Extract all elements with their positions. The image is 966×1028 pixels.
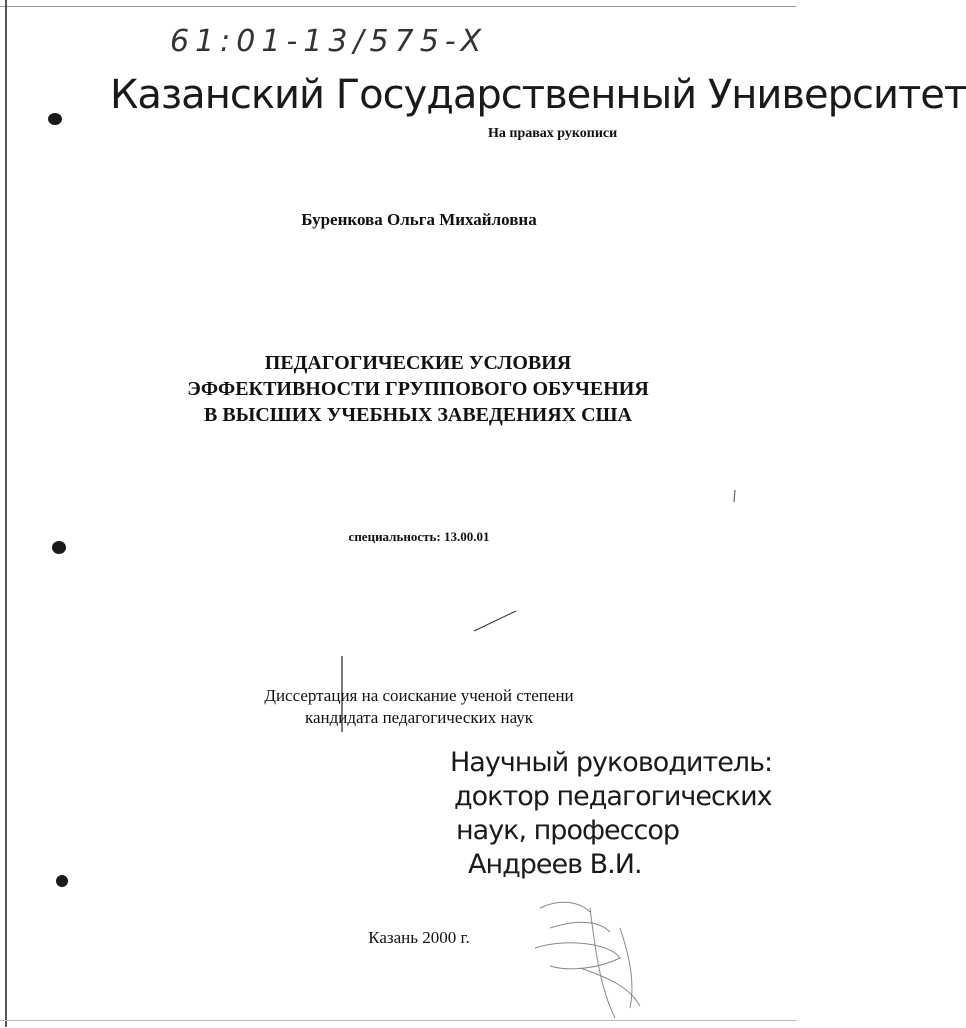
advisor-handwritten <box>450 746 772 882</box>
punch-hole-mark-1 <box>48 113 62 125</box>
advisor-line-4: Андреев В.И. <box>468 849 642 880</box>
manuscript-note: На правах рукописи <box>488 126 618 141</box>
archive-code: 61:01-13/575-X <box>170 24 488 59</box>
dissertation-title <box>0 350 836 428</box>
scan-edge-top <box>0 6 796 7</box>
advisor-line-3: наук, профессор <box>456 815 680 846</box>
degree-line-2: кандидата педагогических наук <box>304 708 534 727</box>
university-handwritten: Казанский Государственный Университет <box>110 72 966 118</box>
title-line-3: В ВЫСШИХ УЧЕБНЫХ ЗАВЕДЕНИЯХ США <box>204 404 632 426</box>
pen-stroke-mark <box>470 605 520 635</box>
degree-statement <box>0 685 838 729</box>
scan-edge-left <box>5 0 7 1027</box>
specialty: специальность: 13.00.01 <box>348 529 490 544</box>
advisor-line-1: Научный руководитель: <box>450 747 773 778</box>
title-line-1: ПЕДАГОГИЧЕСКИЕ УСЛОВИЯ <box>264 352 572 374</box>
degree-line-1: Диссертация на соискание ученой степени <box>264 686 574 705</box>
advisor-signature <box>520 888 670 1028</box>
title-line-2: ЭФФЕКТИВНОСТИ ГРУППОВОГО ОБУЧЕНИЯ <box>187 378 649 400</box>
city-year: Казань 2000 г. <box>368 928 470 947</box>
pen-tick-mark <box>730 488 740 504</box>
advisor-line-2: доктор педагогических <box>454 781 772 812</box>
punch-hole-mark-3 <box>56 875 68 887</box>
scan-edge-bottom <box>0 1020 796 1021</box>
author-name: Буренкова Ольга Михайловна <box>301 210 537 229</box>
